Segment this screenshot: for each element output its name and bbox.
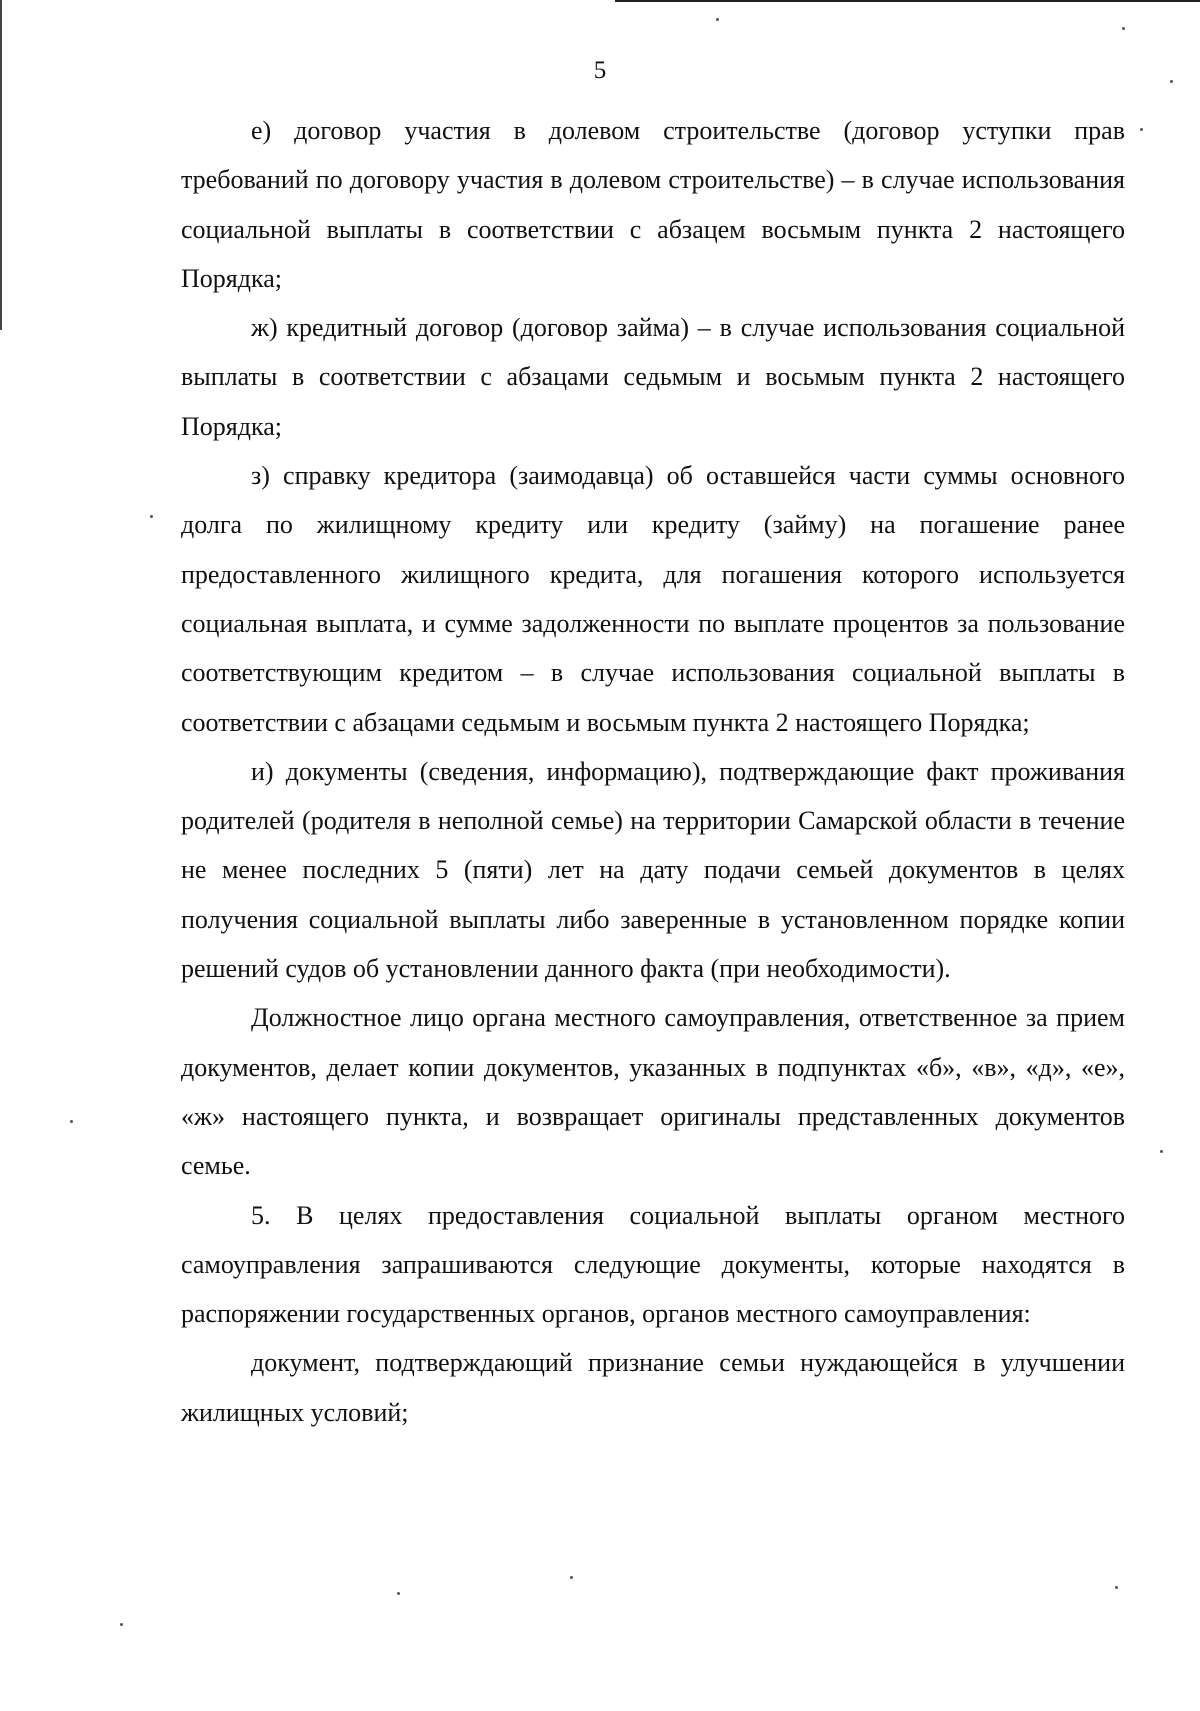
paragraph-need-document: документ, подтверждающий признание семьи нуждающейся в улучшении жилищных условий; <box>181 1348 1125 1427</box>
paragraph-official-copies: Должностное лицо органа местного самоуправления, ответственное за прием документов, делает копии документов, указанных в подпунктах «б», «в», «д», «е», «ж» настоящего пункта, и возвращает оригиналы представленных документов семье. <box>181 1003 1125 1181</box>
scan-speck <box>397 1592 400 1595</box>
paragraph-point-5: 5. В целях предоставления социальной выплаты органом местного самоуправления запрашиваются следующие документы, которые находятся в распоряжении государственных органов, органов местного самоуправления: <box>181 1200 1125 1329</box>
scan-speck <box>1170 80 1173 83</box>
document-body <box>181 106 1125 1437</box>
scan-speck <box>150 515 153 518</box>
paragraph-item-e: е) договор участия в долевом строительстве (договор уступки прав требований по договору участия в долевом строительстве) – в случае использования социальной выплаты в соответствии с абзацем восьмым пункта 2 настоящего Порядка; <box>181 116 1125 293</box>
left-edge-line <box>0 0 2 330</box>
scan-speck <box>716 18 719 21</box>
paragraph-item-z: з) справку кредитора (заимодавца) об оставшейся части суммы основного долга по жилищному кредиту или кредиту (займу) на погашение ранее предоставленного жилищного кредита, для погашения которого используется социальная выплата, и сумме задолженности по выплате процентов за пользование соответствующим кредитом – в случае использования социальной выплаты в соответствии с абзацами седьмым и восьмым пункта 2 настоящего Порядка; <box>181 461 1125 737</box>
scan-speck <box>70 1120 73 1123</box>
scan-speck <box>1122 27 1125 30</box>
scan-speck <box>1160 1150 1163 1153</box>
scan-speck <box>120 1623 123 1626</box>
scan-speck <box>1115 1586 1118 1589</box>
paragraph-item-zh: ж) кредитный договор (договор займа) – в случае использования социальной выплаты в соответствии с абзацами седьмым и восьмым пункта 2 настоящего Порядка; <box>181 313 1125 441</box>
page-number: 5 <box>593 57 607 84</box>
scan-speck <box>570 1576 573 1579</box>
scan-speck <box>1140 128 1143 131</box>
top-edge-line <box>615 0 1200 2</box>
paragraph-item-i: и) документы (сведения, информацию), подтверждающие факт проживания родителей (родителя в неполной семье) на территории Самарской области в течение не менее последних 5 (пяти) лет на дату подачи семьей документов в целях получения социальной выплаты либо заверенные в установленном порядке копии решений судов об установлении данного факта (при необходимости). <box>181 756 1125 984</box>
